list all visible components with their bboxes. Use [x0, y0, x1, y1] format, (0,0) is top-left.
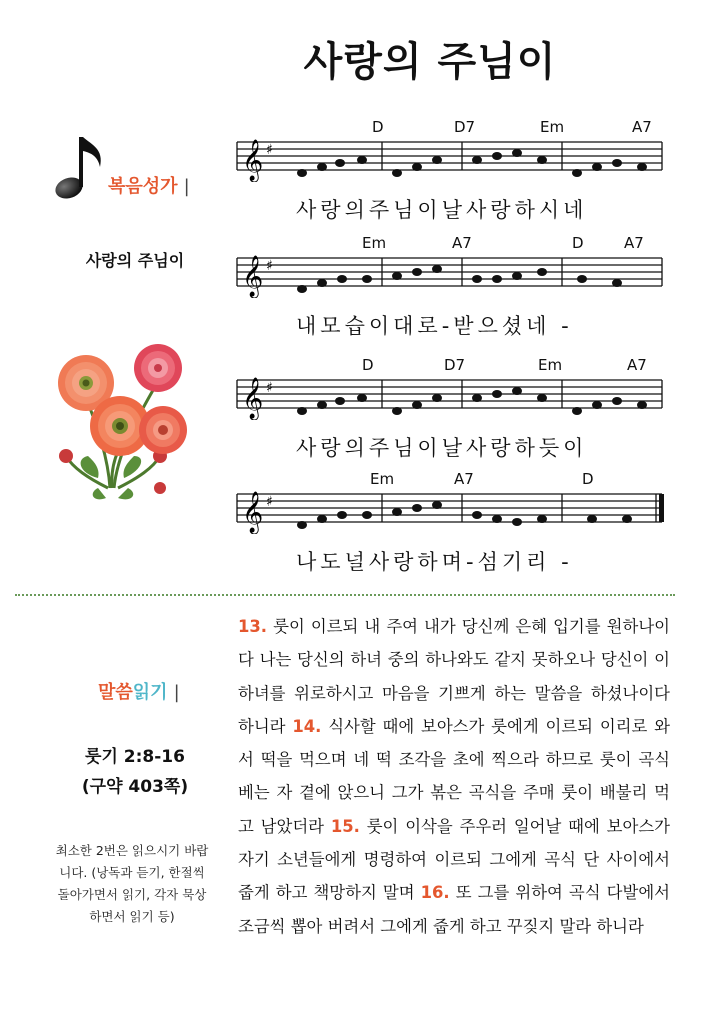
- verse-number: 15.: [330, 816, 360, 836]
- chord: A7: [452, 234, 472, 252]
- svg-text:𝄞: 𝄞: [242, 492, 264, 533]
- hymn-section-label: [108, 172, 190, 198]
- chord: Em: [540, 118, 565, 136]
- chords-3: [232, 350, 672, 376]
- chord: A7: [627, 356, 647, 374]
- lyrics-line-3: 사랑의주님이날사랑하듯이: [296, 436, 588, 460]
- scripture-reference: [60, 742, 210, 802]
- chord: D: [572, 234, 584, 252]
- chord: D7: [454, 118, 476, 136]
- chord: D: [362, 356, 374, 374]
- section-divider: [15, 594, 675, 596]
- chord: A7: [624, 234, 644, 252]
- hymn-label-separator: |: [183, 176, 190, 197]
- reading-instructions: 최소한 2번은 읽으시기 바랍니다. (낭독과 듣기, 한절씩 돌아가면서 읽기, 각자 묵상하면서 읽기 등): [55, 843, 209, 924]
- svg-text:𝄞: 𝄞: [242, 378, 264, 419]
- scripture-text: [238, 610, 670, 943]
- music-note-icon: [52, 133, 108, 203]
- svg-text:♯: ♯: [266, 142, 273, 158]
- svg-text:𝄞: 𝄞: [242, 256, 264, 297]
- chord: D7: [444, 356, 466, 374]
- reference-line-1: 룻기 2:8-16: [85, 747, 185, 767]
- lyrics-line-1: 사랑의주님이날사랑하시네: [296, 198, 588, 222]
- verse-text: 룻이 이삭을 주우러 일어날 때에 보아스가 자기 소년들에게 명령하여 이르되 그에게 곡식 단 사이에서 줍게 하고 책망하지 말며: [238, 816, 670, 903]
- hymn-label-text: 복음성가: [108, 176, 178, 197]
- chords-4: [232, 464, 672, 490]
- page-title: 사랑의 주님이: [303, 39, 557, 85]
- svg-text:♯: ♯: [266, 494, 273, 510]
- reading-label-separator: |: [173, 682, 180, 703]
- chord: Em: [538, 356, 563, 374]
- verse-text: 식사할 때에 보아스가 룻에게 이르되 이리로 와서 떡을 먹으며 네 떡 조각을 초에 찍으라 하므로 룻이 곡식 베는 자 곁에 앉으니 그가 볶은 곡식을 주매 룻이 배불리 먹고 남았더라: [238, 716, 670, 836]
- svg-text:♯: ♯: [266, 380, 273, 396]
- verse-number: 13.: [238, 617, 268, 636]
- chord: A7: [454, 470, 474, 488]
- music-line-3: [232, 350, 672, 460]
- ranunculus-flowers-image: [48, 338, 198, 508]
- verse-number: 14.: [292, 716, 322, 736]
- lyrics-line-4: 나도널사랑하며-섬기리 -: [296, 550, 573, 574]
- svg-text:𝄞: 𝄞: [242, 140, 264, 181]
- verse-text: 또 그를 위하여 곡식 다발에서 조금씩 뽑아 버려서 그에게 줍게 하고 꾸짖지 말라 하니라: [238, 883, 670, 936]
- reference-line-2: (구약 403쪽): [81, 777, 189, 797]
- verse-text: 룻이 이르되 내 주여 내가 당신께 은혜 입기를 원하나이다 나는 당신의 하녀 중의 하나와도 같지 못하오나 당신이 이 하녀를 위로하시고 마음을 기쁘게 하는 말씀을 하셨나이다 하니라: [238, 617, 670, 736]
- chord: D: [372, 118, 384, 136]
- verse-number: 16.: [420, 883, 450, 903]
- chords-1: [232, 112, 672, 138]
- reading-section-label: [98, 678, 180, 704]
- svg-text:♯: ♯: [266, 258, 273, 274]
- music-line-2: [232, 228, 672, 338]
- chord: Em: [370, 470, 395, 488]
- chords-2: [232, 228, 672, 254]
- lyrics-line-2: 내모습이대로-받으셨네 -: [296, 314, 573, 338]
- chord: Em: [362, 234, 387, 252]
- music-line-1: [232, 112, 672, 222]
- reading-label-part1: 말씀: [98, 682, 133, 703]
- chord: A7: [632, 118, 652, 136]
- chord: D: [582, 470, 594, 488]
- music-line-4: [232, 464, 672, 574]
- reading-label-part2: 읽기: [132, 682, 168, 703]
- song-title: 사랑의 주님이: [85, 251, 185, 270]
